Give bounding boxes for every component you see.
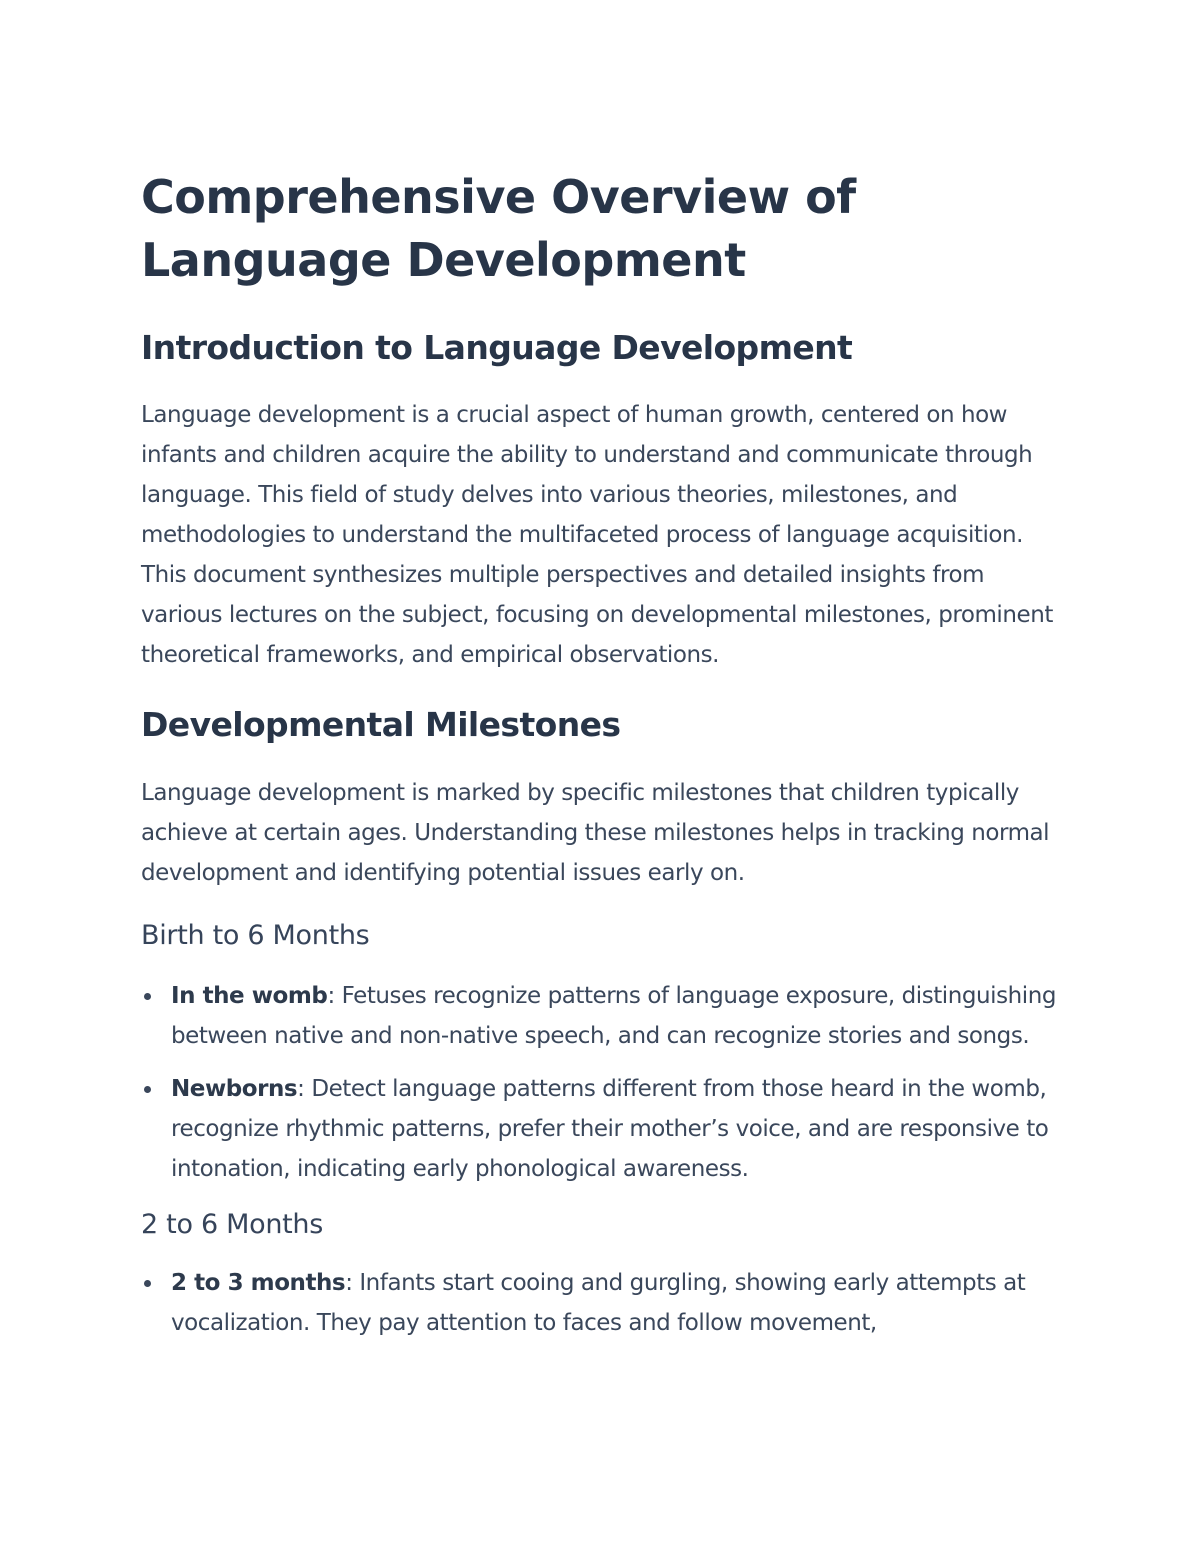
list-item-label: 2 to 3 months xyxy=(171,1270,346,1296)
section-heading-introduction: Introduction to Language Development xyxy=(141,328,853,367)
list-item-label: Newborns xyxy=(171,1076,298,1102)
bullet-icon xyxy=(144,1280,151,1287)
section-heading-milestones: Developmental Milestones xyxy=(141,705,621,744)
list-item xyxy=(141,1069,1066,1189)
document-title: Comprehensive Overview of Language Development xyxy=(141,170,856,287)
list-item xyxy=(141,1263,1066,1343)
birth-to-6-months-list xyxy=(141,976,1066,1189)
bullet-icon xyxy=(144,993,151,1000)
2-to-6-months-list xyxy=(141,1263,1066,1343)
subheading-birth-to-6-months: Birth to 6 Months xyxy=(141,920,370,951)
list-item-text: : Infants start cooing and gurgling, showing early attempts at vocalization. They pay attention to faces and follow movement, xyxy=(171,1270,1026,1336)
document-page xyxy=(141,166,1066,1356)
list-item xyxy=(141,976,1066,1056)
list-item-label: In the womb xyxy=(171,983,328,1009)
list-item-text: : Detect language patterns different from those heard in the womb, recognize rhythmic patterns, prefer their mother’s voice, and are responsive to intonation, indicating early phonological awareness. xyxy=(171,1076,1049,1182)
introduction-paragraph: Language development is a crucial aspect of human growth, centered on how infants and children acquire the ability to understand and communicate through language. This field of study delves into various theories, milestones, and methodologies to understand the multifaceted process of language acquisition. This document synthesizes multiple perspectives and detailed insights from various lectures on the subject, focusing on developmental milestones, prominent theoretical frameworks, and empirical observations. xyxy=(141,402,1053,668)
list-item-text: : Fetuses recognize patterns of language exposure, distinguishing between native and non-native speech, and can recognize stories and songs. xyxy=(171,983,1056,1049)
bullet-icon xyxy=(144,1086,151,1093)
milestones-paragraph: Language development is marked by specific milestones that children typically achieve at certain ages. Understanding these milestones helps in tracking normal development and identifying potential issues early on. xyxy=(141,780,1050,886)
subheading-2-to-6-months: 2 to 6 Months xyxy=(141,1209,324,1240)
